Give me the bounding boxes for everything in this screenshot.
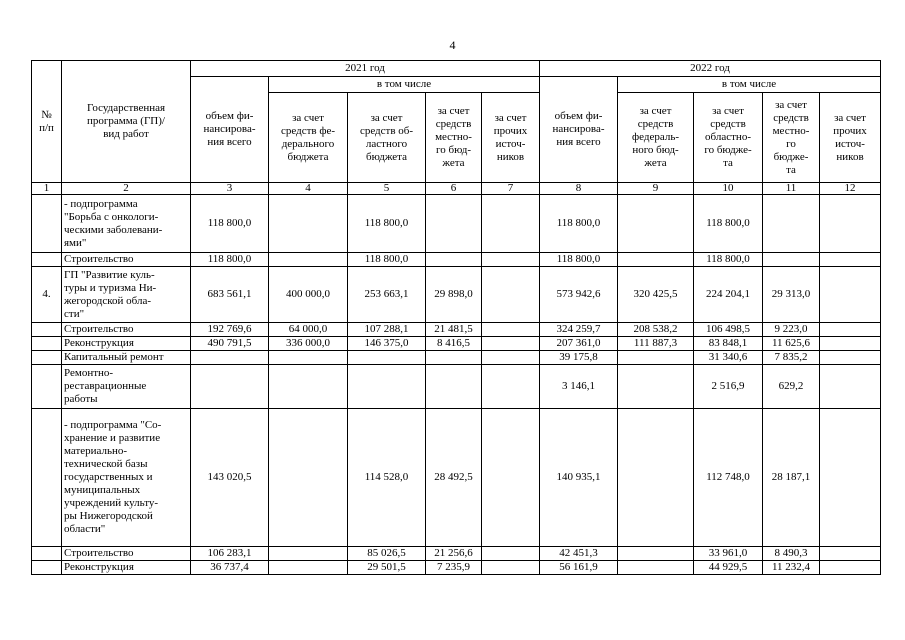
value-cell: 21 481,5 (426, 323, 482, 337)
value-cell: 28 492,5 (426, 409, 482, 547)
value-cell (482, 267, 540, 323)
program-name-cell: Реконструкция (62, 561, 191, 575)
program-name-cell: - подпрограмма "Борьба с онкологи- ческими заболевани- ями" (62, 195, 191, 253)
value-cell (348, 351, 426, 365)
program-name-cell: ГП "Развитие куль- туры и туризма Ни- жегородской обла- сти" (62, 267, 191, 323)
value-cell: 106 498,5 (694, 323, 763, 337)
value-cell: 21 256,6 (426, 547, 482, 561)
value-cell: 118 800,0 (540, 195, 618, 253)
program-name-cell: Строительство (62, 253, 191, 267)
value-cell (482, 547, 540, 561)
value-cell (820, 561, 881, 575)
value-cell (482, 195, 540, 253)
value-cell: 118 800,0 (694, 253, 763, 267)
table-row (32, 195, 881, 253)
col-number: 12 (820, 183, 881, 195)
value-cell (269, 547, 348, 561)
value-cell: 33 961,0 (694, 547, 763, 561)
value-cell (426, 365, 482, 409)
value-cell: 140 935,1 (540, 409, 618, 547)
value-cell: 683 561,1 (191, 267, 269, 323)
value-cell: 118 800,0 (348, 195, 426, 253)
row-number-cell (32, 547, 62, 561)
col-number: 5 (348, 183, 426, 195)
value-cell: 118 800,0 (191, 253, 269, 267)
program-name-cell: - подпрограмма "Со- хранение и развитие материально- технической базы государственных и муниципальных учреждений культу- ры Нижегородской области" (62, 409, 191, 547)
value-cell: 28 187,1 (763, 409, 820, 547)
value-cell: 111 887,3 (618, 337, 694, 351)
header-regional-2021: за счет средств об- ластного бюджета (348, 93, 426, 183)
header-other-2021: за счет прочих источ- ников (482, 93, 540, 183)
value-cell: 29 313,0 (763, 267, 820, 323)
value-cell: 324 259,7 (540, 323, 618, 337)
table-row (32, 547, 881, 561)
value-cell (820, 337, 881, 351)
table-row (32, 253, 881, 267)
value-cell (269, 409, 348, 547)
value-cell: 64 000,0 (269, 323, 348, 337)
value-cell (618, 253, 694, 267)
value-cell: 208 538,2 (618, 323, 694, 337)
table-row (32, 351, 881, 365)
value-cell: 7 835,2 (763, 351, 820, 365)
value-cell: 192 769,6 (191, 323, 269, 337)
row-number-cell (32, 195, 62, 253)
value-cell: 118 800,0 (540, 253, 618, 267)
header-including-2022: в том числе (618, 77, 881, 93)
col-number: 6 (426, 183, 482, 195)
header-program: Государственная программа (ГП)/ вид работ (62, 61, 191, 183)
program-name-cell: Строительство (62, 323, 191, 337)
value-cell (191, 365, 269, 409)
header-year-2021: 2021 год (191, 61, 540, 77)
column-number-row (32, 183, 881, 195)
value-cell (763, 195, 820, 253)
value-cell: 490 791,5 (191, 337, 269, 351)
value-cell: 2 516,9 (694, 365, 763, 409)
page-number: 4 (449, 38, 456, 52)
value-cell (269, 351, 348, 365)
row-number-cell: 4. (32, 267, 62, 323)
table-row (32, 365, 881, 409)
value-cell: 83 848,1 (694, 337, 763, 351)
value-cell: 114 528,0 (348, 409, 426, 547)
header-local-2022: за счет средств местно- го бюдже- та (763, 93, 820, 183)
value-cell (618, 561, 694, 575)
value-cell: 11 232,4 (763, 561, 820, 575)
table-row (32, 337, 881, 351)
value-cell (269, 365, 348, 409)
value-cell: 107 288,1 (348, 323, 426, 337)
program-name-cell: Ремонтно- реставрационные работы (62, 365, 191, 409)
header-including-2021: в том числе (269, 77, 540, 93)
value-cell: 29 501,5 (348, 561, 426, 575)
value-cell: 29 898,0 (426, 267, 482, 323)
value-cell (426, 195, 482, 253)
table-row (32, 409, 881, 547)
value-cell: 336 000,0 (269, 337, 348, 351)
col-number: 11 (763, 183, 820, 195)
value-cell (348, 365, 426, 409)
table-body (32, 195, 881, 575)
value-cell (269, 253, 348, 267)
program-name-cell: Капитальный ремонт (62, 351, 191, 365)
program-name-cell: Реконструкция (62, 337, 191, 351)
value-cell (482, 409, 540, 547)
header-row-number: № п/п (32, 61, 62, 183)
value-cell (426, 351, 482, 365)
col-number: 1 (32, 183, 62, 195)
row-number-cell (32, 323, 62, 337)
value-cell: 253 663,1 (348, 267, 426, 323)
program-name-cell: Строительство (62, 547, 191, 561)
value-cell (618, 351, 694, 365)
value-cell: 3 146,1 (540, 365, 618, 409)
value-cell: 44 929,5 (694, 561, 763, 575)
value-cell (820, 547, 881, 561)
header-regional-2022: за счет средств областно- го бюдже- та (694, 93, 763, 183)
value-cell: 11 625,6 (763, 337, 820, 351)
value-cell (820, 351, 881, 365)
value-cell: 320 425,5 (618, 267, 694, 323)
value-cell (820, 323, 881, 337)
value-cell (426, 253, 482, 267)
row-number-cell (32, 253, 62, 267)
value-cell: 42 451,3 (540, 547, 618, 561)
col-number: 8 (540, 183, 618, 195)
value-cell (618, 547, 694, 561)
value-cell: 56 161,9 (540, 561, 618, 575)
value-cell: 143 020,5 (191, 409, 269, 547)
value-cell (482, 253, 540, 267)
value-cell: 207 361,0 (540, 337, 618, 351)
value-cell: 629,2 (763, 365, 820, 409)
col-number: 10 (694, 183, 763, 195)
value-cell: 7 235,9 (426, 561, 482, 575)
value-cell (482, 351, 540, 365)
row-number-cell (32, 337, 62, 351)
value-cell (269, 561, 348, 575)
value-cell: 112 748,0 (694, 409, 763, 547)
table-row (32, 267, 881, 323)
value-cell: 85 026,5 (348, 547, 426, 561)
row-number-cell (32, 561, 62, 575)
value-cell (820, 409, 881, 547)
value-cell (482, 561, 540, 575)
table-row (32, 323, 881, 337)
value-cell: 106 283,1 (191, 547, 269, 561)
row-number-cell (32, 365, 62, 409)
row-number-cell (32, 351, 62, 365)
value-cell: 8 416,5 (426, 337, 482, 351)
budget-table (31, 60, 881, 575)
value-cell: 8 490,3 (763, 547, 820, 561)
value-cell: 118 800,0 (348, 253, 426, 267)
value-cell: 224 204,1 (694, 267, 763, 323)
header-total-2021: объем фи- нансирова- ния всего (191, 77, 269, 183)
col-number: 4 (269, 183, 348, 195)
value-cell (820, 365, 881, 409)
value-cell (820, 253, 881, 267)
value-cell: 146 375,0 (348, 337, 426, 351)
value-cell (618, 365, 694, 409)
value-cell: 31 340,6 (694, 351, 763, 365)
col-number: 7 (482, 183, 540, 195)
value-cell (618, 409, 694, 547)
header-year-2022: 2022 год (540, 61, 881, 77)
value-cell (618, 195, 694, 253)
header-federal-2022: за счет средств федераль- ного бюд- жета (618, 93, 694, 183)
col-number: 3 (191, 183, 269, 195)
value-cell (482, 323, 540, 337)
header-local-2021: за счет средств местно- го бюд- жета (426, 93, 482, 183)
header-other-2022: за счет прочих источ- ников (820, 93, 881, 183)
value-cell (763, 253, 820, 267)
col-number: 9 (618, 183, 694, 195)
value-cell: 118 800,0 (694, 195, 763, 253)
row-number-cell (32, 409, 62, 547)
value-cell: 39 175,8 (540, 351, 618, 365)
value-cell: 36 737,4 (191, 561, 269, 575)
value-cell (482, 365, 540, 409)
value-cell (820, 267, 881, 323)
col-number: 2 (62, 183, 191, 195)
header-federal-2021: за счет средств фе- дерального бюджета (269, 93, 348, 183)
value-cell (820, 195, 881, 253)
value-cell: 118 800,0 (191, 195, 269, 253)
value-cell: 573 942,6 (540, 267, 618, 323)
value-cell: 9 223,0 (763, 323, 820, 337)
value-cell (269, 195, 348, 253)
value-cell: 400 000,0 (269, 267, 348, 323)
value-cell (191, 351, 269, 365)
value-cell (482, 337, 540, 351)
header-total-2022: объем фи- нансирова- ния всего (540, 77, 618, 183)
table-row (32, 561, 881, 575)
